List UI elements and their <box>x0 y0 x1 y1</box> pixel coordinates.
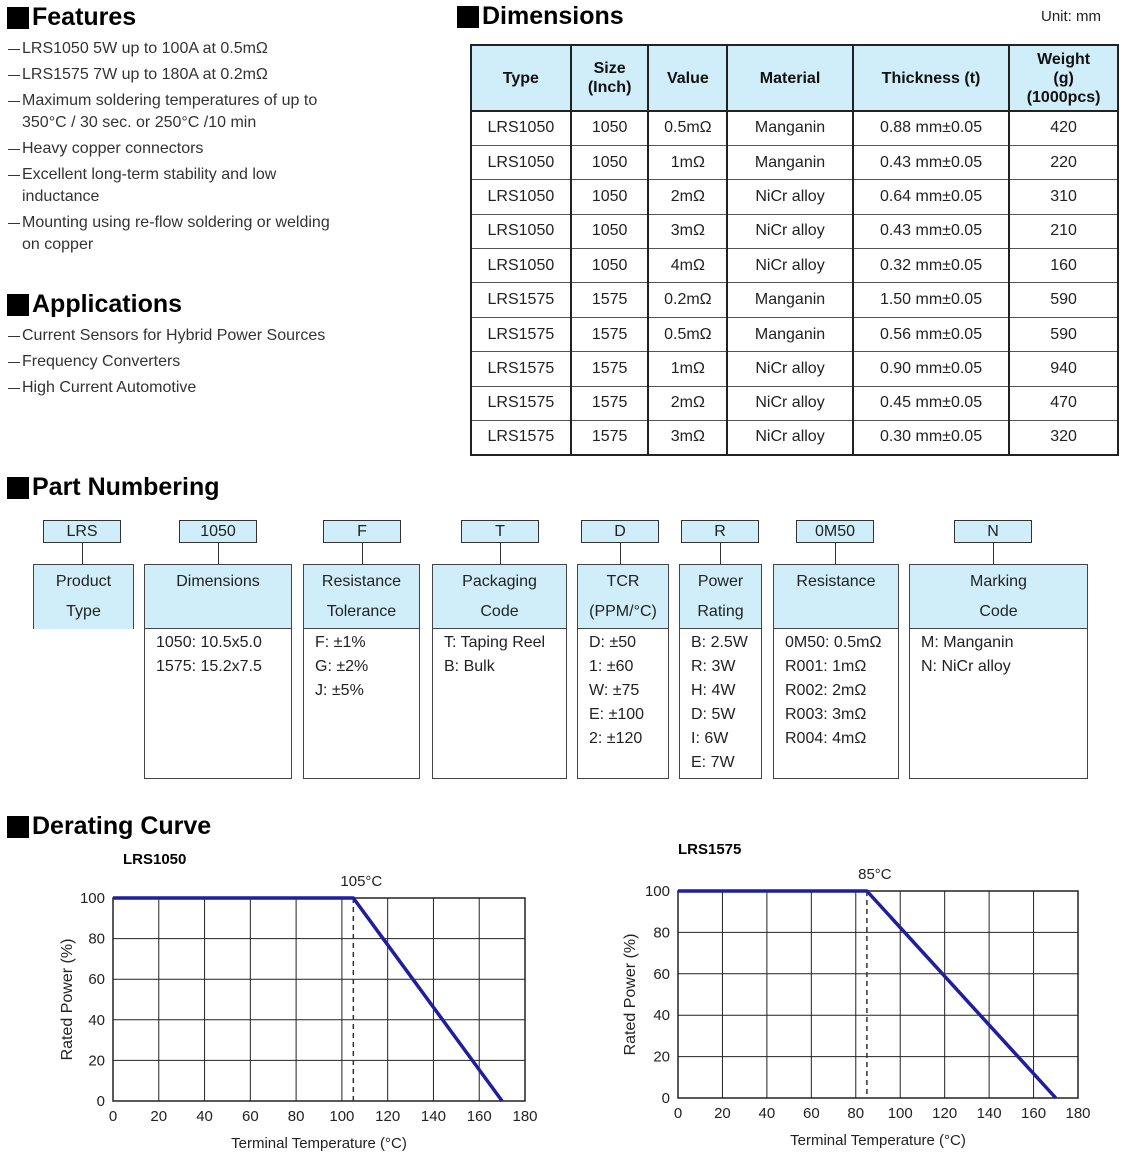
pn-option: 1: ±60 <box>589 658 634 675</box>
pn-option: T: Taping Reel <box>444 634 546 651</box>
y-tick-label: 40 <box>88 1011 105 1029</box>
table-cell: 0.64 mm±0.05 <box>853 180 1009 214</box>
table-cell: LRS1575 <box>471 386 571 420</box>
y-tick-label: 80 <box>653 924 670 942</box>
applications-item <box>8 325 325 347</box>
x-tick-label: 80 <box>847 1105 865 1122</box>
table-cell: 1050 <box>571 145 649 179</box>
pn-field-label <box>145 565 291 629</box>
applications-list <box>8 325 325 403</box>
dash-bullet-icon <box>8 351 22 373</box>
column-header <box>727 45 853 111</box>
y-tick-label: 0 <box>96 1093 105 1110</box>
table-cell: 940 <box>1009 352 1118 386</box>
pn-field-label-line: Dimensions <box>176 573 260 590</box>
pn-field-label-line: Product <box>55 573 112 590</box>
y-tick-label: 40 <box>653 1007 670 1025</box>
pn-connector <box>82 543 83 565</box>
square-bullet-icon <box>7 477 29 499</box>
table-row <box>471 386 1118 420</box>
x-axis-label: Terminal Temperature (°C) <box>790 1132 966 1149</box>
table-cell: 1050 <box>571 180 649 214</box>
pn-field-label-line <box>774 597 898 627</box>
column-header-line: (Inch) <box>587 79 632 96</box>
column-header <box>571 45 649 111</box>
pn-connector <box>218 543 219 565</box>
table-cell: Manganin <box>727 283 853 317</box>
table-cell: 2mΩ <box>648 180 727 214</box>
table-row <box>471 421 1118 455</box>
pn-field-box <box>773 564 899 779</box>
table-cell: 1575 <box>571 421 649 455</box>
pn-code-box: F <box>323 520 401 543</box>
table-cell: 160 <box>1009 249 1118 283</box>
x-tick-label: 160 <box>1021 1105 1047 1122</box>
pn-option: 1575: 15.2x7.5 <box>156 658 262 675</box>
table-cell: 1575 <box>571 283 649 317</box>
pn-field-label <box>578 565 668 629</box>
features-heading <box>7 3 136 32</box>
table-cell: 0.88 mm±0.05 <box>853 111 1009 145</box>
dash-bullet-icon <box>8 138 22 160</box>
y-tick-label: 60 <box>653 965 670 983</box>
pn-option: 0M50: 0.5mΩ <box>785 634 882 651</box>
table-cell: LRS1050 <box>471 180 571 214</box>
pn-field-label-line: Resistance <box>321 573 402 590</box>
pn-field-options <box>304 629 419 703</box>
table-cell: 320 <box>1009 421 1118 455</box>
table-cell: 210 <box>1009 214 1118 248</box>
features-item-text <box>22 164 276 208</box>
column-header <box>1009 45 1118 111</box>
table-cell: LRS1575 <box>471 421 571 455</box>
temperature-marker-label: 105°C <box>340 873 383 890</box>
y-tick-label: 100 <box>79 890 105 907</box>
y-tick-label: 60 <box>88 971 105 989</box>
x-tick-label: 60 <box>802 1105 820 1122</box>
table-cell: 0.56 mm±0.05 <box>853 317 1009 351</box>
part-numbering-heading <box>7 473 220 502</box>
y-axis-label: Rated Power (%) <box>622 933 639 1056</box>
table-cell: 0.30 mm±0.05 <box>853 421 1009 455</box>
pn-field-label <box>680 565 761 629</box>
pn-field-box <box>33 564 134 629</box>
features-item-line: on copper <box>22 236 94 253</box>
plot-frame <box>113 898 525 1101</box>
x-tick-label: 160 <box>466 1108 492 1125</box>
x-tick-label: 100 <box>887 1105 913 1122</box>
table-cell: LRS1050 <box>471 145 571 179</box>
table-cell: NiCr alloy <box>727 352 853 386</box>
pn-code-box: R <box>681 520 759 543</box>
table-cell: 590 <box>1009 317 1118 351</box>
pn-option: D: ±50 <box>589 634 637 651</box>
table-cell: 3mΩ <box>648 214 727 248</box>
table-cell: NiCr alloy <box>727 214 853 248</box>
features-item-line: Mounting using re-flow soldering or welding <box>22 214 330 231</box>
table-cell: 1050 <box>571 249 649 283</box>
features-item-line: LRS1575 7W up to 180A at 0.2mΩ <box>22 66 268 83</box>
x-tick-label: 20 <box>150 1108 168 1125</box>
table-row <box>471 283 1118 317</box>
dimensions-heading <box>457 2 624 31</box>
plot-frame <box>678 891 1078 1098</box>
y-tick-label: 20 <box>88 1052 105 1070</box>
features-item <box>8 164 330 208</box>
table-header-row <box>471 45 1118 111</box>
pn-code-box: LRS <box>43 520 121 543</box>
pn-option: R002: 2mΩ <box>785 682 867 699</box>
features-item <box>8 38 330 60</box>
pn-field-options <box>680 629 761 775</box>
applications-item <box>8 377 325 399</box>
pn-code-box: N <box>954 520 1032 543</box>
table-row <box>471 352 1118 386</box>
pn-option: F: ±1% <box>315 634 366 651</box>
features-item-line: LRS1050 5W up to 100A at 0.5mΩ <box>22 40 268 57</box>
features-item <box>8 64 330 86</box>
x-tick-label: 100 <box>329 1108 355 1125</box>
features-item-line: Maximum soldering temperatures of up to <box>22 92 318 109</box>
table-cell: Manganin <box>727 111 853 145</box>
pn-option: D: 5W <box>691 706 736 723</box>
table-cell: NiCr alloy <box>727 386 853 420</box>
pn-connector <box>835 543 836 565</box>
pn-option: G: ±2% <box>315 658 369 675</box>
pn-field-label-line: TCR <box>606 573 640 590</box>
part-numbering-title: Part Numbering <box>32 473 220 501</box>
table-cell: 0.32 mm±0.05 <box>853 249 1009 283</box>
x-tick-label: 180 <box>512 1108 538 1125</box>
y-tick-label: 80 <box>88 930 105 948</box>
table-cell: LRS1575 <box>471 317 571 351</box>
y-tick-label: 0 <box>661 1090 670 1107</box>
pn-field-label <box>34 565 133 629</box>
pn-option: R003: 3mΩ <box>785 706 867 723</box>
column-header-line: Type <box>502 69 539 87</box>
dash-bullet-icon <box>8 325 22 347</box>
table-cell: Manganin <box>727 145 853 179</box>
table-cell: 310 <box>1009 180 1118 214</box>
x-tick-label: 20 <box>714 1105 731 1122</box>
pn-option: R001: 1mΩ <box>785 658 867 675</box>
features-title: Features <box>32 3 137 31</box>
column-header-line: Weight <box>1037 50 1091 68</box>
applications-heading <box>7 290 182 319</box>
features-item-text <box>22 64 268 86</box>
pn-code-box: T <box>461 520 539 543</box>
column-header <box>648 45 727 111</box>
table-row <box>471 249 1118 283</box>
table-cell: NiCr alloy <box>727 180 853 214</box>
table-cell: 1mΩ <box>648 352 727 386</box>
table-cell: 3mΩ <box>648 421 727 455</box>
pn-field-options <box>433 629 566 679</box>
y-tick-label: 100 <box>644 883 670 900</box>
pn-option: J: ±5% <box>315 682 364 699</box>
x-tick-label: 120 <box>932 1105 958 1122</box>
pn-field-label-line: Packaging <box>462 573 537 590</box>
pn-option: H: 4W <box>691 682 736 699</box>
pn-field-options <box>774 629 898 751</box>
applications-item-text <box>22 377 196 399</box>
dimensions-title: Dimensions <box>482 2 624 30</box>
dash-bullet-icon <box>8 164 22 208</box>
pn-field-box <box>144 564 292 779</box>
table-cell: 0.43 mm±0.05 <box>853 145 1009 179</box>
table-cell: 0.5mΩ <box>648 317 727 351</box>
column-header <box>471 45 571 111</box>
table-cell: 1.50 mm±0.05 <box>853 283 1009 317</box>
column-header-line: Material <box>759 69 821 87</box>
pn-field-options <box>145 629 291 679</box>
table-cell: LRS1050 <box>471 249 571 283</box>
table-cell: 2mΩ <box>648 386 727 420</box>
pn-field-box <box>679 564 762 779</box>
table-cell: Manganin <box>727 317 853 351</box>
pn-field-label <box>304 565 419 629</box>
x-tick-label: 140 <box>420 1108 446 1125</box>
features-item-text <box>22 212 330 256</box>
table-cell: 420 <box>1009 111 1118 145</box>
y-axis-label: Rated Power (%) <box>59 938 76 1061</box>
pn-field-label-line: Type <box>66 603 101 620</box>
pn-connector <box>993 543 994 565</box>
pn-option: E: ±100 <box>589 706 645 723</box>
applications-item-line: Frequency Converters <box>22 353 181 370</box>
x-tick-label: 120 <box>375 1108 401 1125</box>
pn-field-label-line: (PPM/°C) <box>589 603 657 620</box>
table-cell: NiCr alloy <box>727 421 853 455</box>
features-item-text <box>22 138 203 160</box>
applications-item <box>8 351 325 373</box>
square-bullet-icon <box>457 6 479 28</box>
x-tick-label: 60 <box>241 1108 259 1125</box>
x-axis-label: Terminal Temperature (°C) <box>231 1135 407 1152</box>
square-bullet-icon <box>7 294 29 316</box>
pn-option: 1050: 10.5x5.0 <box>156 634 262 651</box>
table-row <box>471 180 1118 214</box>
dash-bullet-icon <box>8 90 22 134</box>
x-tick-label: 140 <box>976 1105 1002 1122</box>
chart-title-lrs1050: LRS1050 <box>123 851 187 868</box>
pn-field-options <box>910 629 1087 679</box>
features-item-text <box>22 38 268 60</box>
pn-option: B: Bulk <box>444 658 495 675</box>
pn-option: I: 6W <box>691 730 729 747</box>
column-header-line: Thickness (t) <box>881 69 981 87</box>
pn-option: M: Manganin <box>921 634 1014 651</box>
table-cell: NiCr alloy <box>727 249 853 283</box>
chart-title-lrs1575: LRS1575 <box>678 841 742 858</box>
pn-field-label-line <box>145 597 291 627</box>
unit-label: Unit: mm <box>1041 8 1101 25</box>
features-item <box>8 138 330 160</box>
dash-bullet-icon <box>8 377 22 399</box>
applications-item-text <box>22 351 180 373</box>
pn-field-box <box>432 564 567 779</box>
pn-field-label <box>910 565 1087 629</box>
applications-item-line: Current Sensors for Hybrid Power Sources <box>22 327 326 344</box>
column-header-line: (1000pcs) <box>1026 88 1101 106</box>
table-cell: 0.43 mm±0.05 <box>853 214 1009 248</box>
table-row <box>471 111 1118 145</box>
pn-code-box: D <box>581 520 659 543</box>
x-tick-label: 180 <box>1065 1105 1091 1122</box>
pn-field-label-line: Tolerance <box>326 603 397 620</box>
pn-option: N: NiCr alloy <box>921 658 1011 675</box>
features-item-line: inductance <box>22 188 100 205</box>
x-tick-label: 80 <box>287 1108 305 1125</box>
table-row <box>471 214 1118 248</box>
pn-field-label-line: Resistance <box>796 573 876 590</box>
pn-field-box <box>909 564 1088 779</box>
applications-item-text <box>22 325 325 347</box>
features-item-line: Heavy copper connectors <box>22 140 204 157</box>
table-cell: LRS1050 <box>471 111 571 145</box>
dash-bullet-icon <box>8 38 22 60</box>
column-header-line: Size <box>593 60 626 77</box>
square-bullet-icon <box>7 7 29 29</box>
x-tick-label: 40 <box>758 1105 776 1122</box>
table-cell: 220 <box>1009 145 1118 179</box>
pn-option: W: ±75 <box>589 682 640 699</box>
table-cell: 1575 <box>571 317 649 351</box>
x-tick-label: 0 <box>108 1108 118 1125</box>
pn-field-label-line: Code <box>979 603 1018 620</box>
table-cell: 590 <box>1009 283 1118 317</box>
features-item <box>8 212 330 256</box>
features-item <box>8 90 330 134</box>
table-row <box>471 145 1118 179</box>
pn-connector <box>620 543 621 565</box>
pn-field-label-line: Code <box>480 603 519 620</box>
pn-field-box <box>577 564 669 779</box>
column-header-line: Value <box>666 69 709 87</box>
features-item-text <box>22 90 317 134</box>
column-header-line: (g) <box>1053 69 1074 87</box>
applications-item-line: High Current Automotive <box>22 379 197 396</box>
table-row <box>471 317 1118 351</box>
table-cell: 1mΩ <box>648 145 727 179</box>
features-item-line: 350°C / 30 sec. or 250°C /10 min <box>22 114 257 131</box>
table-cell: LRS1050 <box>471 214 571 248</box>
pn-option: E: 7W <box>691 754 735 771</box>
pn-field-label <box>774 565 898 629</box>
table-cell: 0.2mΩ <box>648 283 727 317</box>
square-bullet-icon <box>7 816 29 838</box>
pn-option: 2: ±120 <box>589 730 643 747</box>
pn-code-box: 0M50 <box>796 520 874 543</box>
pn-field-box <box>303 564 420 779</box>
pn-option: B: 2.5W <box>691 634 748 651</box>
pn-option: R004: 4mΩ <box>785 730 867 747</box>
derating-chart-lrs1575 <box>560 855 1135 1165</box>
features-list <box>8 38 330 260</box>
table-cell: 1575 <box>571 352 649 386</box>
table-cell: 1575 <box>571 386 649 420</box>
column-header <box>853 45 1009 111</box>
table-cell: 470 <box>1009 386 1118 420</box>
pn-field-label-line: Rating <box>697 603 744 620</box>
x-tick-label: 0 <box>673 1105 683 1122</box>
dash-bullet-icon <box>8 64 22 86</box>
table-cell: 1050 <box>571 111 649 145</box>
pn-field-label-line: Power <box>697 573 744 590</box>
x-tick-label: 40 <box>196 1108 213 1125</box>
table-cell: 4mΩ <box>648 249 727 283</box>
derating-title: Derating Curve <box>32 812 212 840</box>
table-cell: 1050 <box>571 214 649 248</box>
derating-heading <box>7 812 211 841</box>
table-cell: 0.5mΩ <box>648 111 727 145</box>
features-item-line: Excellent long-term stability and low <box>22 166 277 183</box>
table-cell: LRS1575 <box>471 283 571 317</box>
pn-connector <box>362 543 363 565</box>
pn-field-label-line: Marking <box>970 573 1027 590</box>
y-tick-label: 20 <box>653 1048 670 1066</box>
pn-connector <box>720 543 721 565</box>
pn-connector <box>500 543 501 565</box>
table-cell: 0.90 mm±0.05 <box>853 352 1009 386</box>
pn-field-label <box>433 565 566 629</box>
applications-title: Applications <box>32 290 183 318</box>
dash-bullet-icon <box>8 212 22 256</box>
pn-code-box: 1050 <box>179 520 257 543</box>
dimensions-table <box>470 44 1119 456</box>
pn-field-options <box>578 629 668 751</box>
table-cell: 0.45 mm±0.05 <box>853 386 1009 420</box>
temperature-marker-label: 85°C <box>858 866 892 883</box>
derating-chart-lrs1050 <box>0 860 560 1165</box>
pn-option: R: 3W <box>691 658 736 675</box>
table-cell: LRS1575 <box>471 352 571 386</box>
